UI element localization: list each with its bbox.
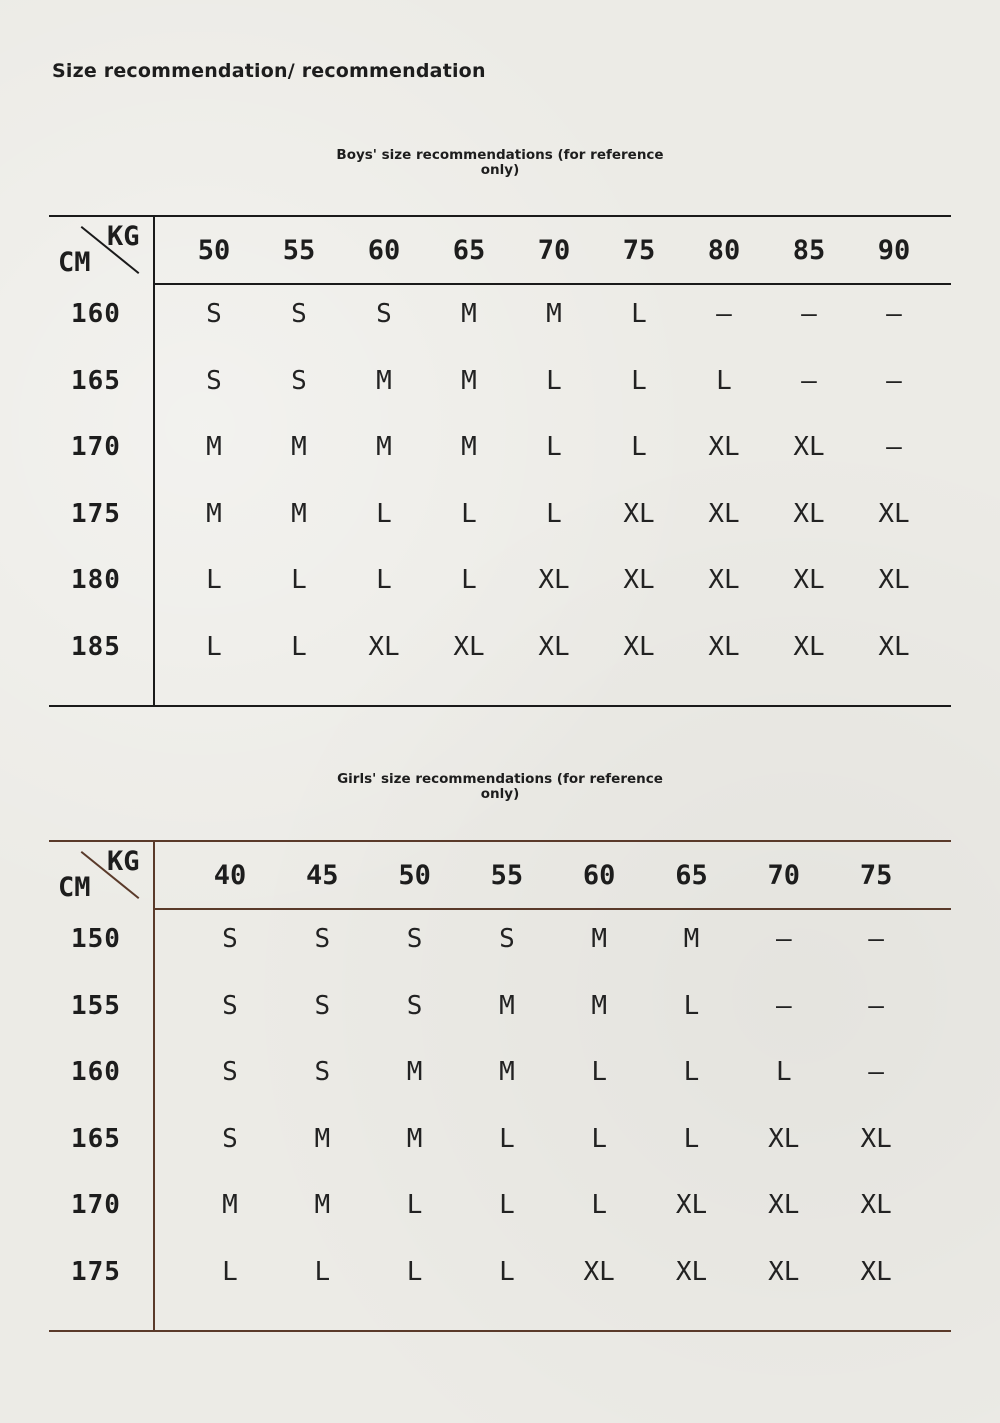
size-cell: XL bbox=[860, 1257, 892, 1287]
weight-header: 50 bbox=[197, 235, 231, 266]
size-cell: L bbox=[683, 1123, 700, 1154]
page-title: Size recommendation/ recommendation bbox=[52, 60, 486, 82]
size-cell: M bbox=[461, 432, 477, 463]
weight-header: 60 bbox=[367, 235, 401, 266]
size-cell: L bbox=[631, 432, 647, 463]
size-cell: — bbox=[886, 432, 902, 463]
size-cell: XL bbox=[538, 632, 570, 662]
weight-header: 65 bbox=[452, 235, 486, 266]
size-cell: M bbox=[314, 1190, 331, 1221]
height-label: 170 bbox=[71, 1190, 121, 1221]
height-label: 165 bbox=[71, 1123, 121, 1154]
girls-size-table bbox=[49, 840, 951, 1332]
weight-header: 45 bbox=[306, 860, 339, 891]
size-cell: M bbox=[376, 432, 392, 463]
size-cell: M bbox=[206, 498, 222, 529]
kg-label: KG bbox=[107, 846, 140, 877]
size-cell: L bbox=[406, 1190, 423, 1221]
size-cell: S bbox=[291, 299, 307, 329]
size-cell: XL bbox=[860, 1190, 892, 1221]
size-cell: XL bbox=[538, 565, 570, 596]
size-cell: M bbox=[222, 1190, 238, 1221]
size-cell: M bbox=[591, 924, 608, 954]
size-cell: XL bbox=[793, 432, 825, 463]
height-label: 160 bbox=[71, 1057, 121, 1088]
size-cell: M bbox=[546, 299, 562, 329]
size-cell: XL bbox=[623, 632, 655, 662]
size-cell: XL bbox=[793, 632, 825, 662]
size-cell: XL bbox=[583, 1257, 615, 1287]
size-cell: M bbox=[206, 432, 222, 463]
weight-header: 80 bbox=[707, 235, 741, 266]
height-label: 175 bbox=[71, 1257, 121, 1287]
size-cell: L bbox=[499, 1123, 515, 1154]
size-cell: XL bbox=[708, 432, 740, 463]
size-cell: S bbox=[314, 1057, 331, 1088]
size-cell: XL bbox=[878, 632, 910, 662]
size-cell: XL bbox=[623, 498, 655, 529]
size-cell: L bbox=[314, 1257, 331, 1287]
size-cell: L bbox=[291, 565, 307, 596]
weight-header: 40 bbox=[213, 860, 247, 891]
size-cell: — bbox=[775, 924, 792, 954]
size-cell: L bbox=[461, 498, 477, 529]
size-cell: L bbox=[499, 1257, 515, 1287]
size-cell: XL bbox=[368, 632, 400, 662]
kg-label: KG bbox=[107, 221, 140, 252]
size-cell: — bbox=[801, 299, 817, 329]
table-corner bbox=[49, 217, 155, 283]
weight-header: 70 bbox=[537, 235, 571, 266]
size-cell: — bbox=[801, 365, 817, 396]
weight-header-row bbox=[153, 842, 951, 910]
size-cell: — bbox=[868, 1057, 884, 1088]
weight-header: 50 bbox=[398, 860, 431, 891]
size-cell: S bbox=[314, 990, 331, 1021]
size-cell: M bbox=[314, 1123, 331, 1154]
size-cell: XL bbox=[878, 565, 910, 596]
size-cell: S bbox=[222, 1057, 238, 1088]
size-cell: L bbox=[376, 565, 392, 596]
height-label: 170 bbox=[71, 432, 121, 463]
size-cell: L bbox=[376, 498, 392, 529]
size-cell: XL bbox=[708, 632, 740, 662]
size-cell: XL bbox=[768, 1257, 800, 1287]
weight-header: 75 bbox=[622, 235, 656, 266]
size-cell: S bbox=[406, 924, 423, 954]
size-cell: L bbox=[546, 498, 562, 529]
size-cell: L bbox=[499, 1190, 515, 1221]
size-cell: — bbox=[886, 299, 902, 329]
size-cell: — bbox=[716, 299, 732, 329]
size-cell: S bbox=[406, 990, 423, 1021]
size-cell: XL bbox=[675, 1257, 708, 1287]
size-cell: S bbox=[206, 299, 222, 329]
size-cell: — bbox=[868, 924, 884, 954]
size-cell: M bbox=[683, 924, 700, 954]
size-cell: S bbox=[499, 924, 515, 954]
size-cell: XL bbox=[708, 565, 740, 596]
size-cell: L bbox=[206, 565, 222, 596]
size-cell: XL bbox=[768, 1123, 800, 1154]
size-cell: L bbox=[716, 365, 732, 396]
size-cell: XL bbox=[793, 498, 825, 529]
height-label: 180 bbox=[71, 565, 121, 596]
size-cell: L bbox=[683, 1057, 700, 1088]
weight-header: 55 bbox=[490, 860, 524, 891]
boys-size-table bbox=[49, 215, 951, 707]
size-cell: L bbox=[406, 1257, 423, 1287]
weight-header: 75 bbox=[859, 860, 893, 891]
size-cell: — bbox=[775, 990, 792, 1021]
size-cell: M bbox=[499, 990, 515, 1021]
height-label: 150 bbox=[71, 924, 121, 954]
size-cell: XL bbox=[675, 1190, 708, 1221]
weight-header: 60 bbox=[582, 860, 616, 891]
size-cell: L bbox=[222, 1257, 238, 1287]
height-label: 155 bbox=[71, 990, 121, 1021]
size-cell: S bbox=[376, 299, 392, 329]
size-cell: L bbox=[206, 632, 222, 662]
size-cell: L bbox=[546, 365, 562, 396]
size-cell: L bbox=[591, 1190, 608, 1221]
boys-caption: Boys' size recommendations (for reference only) bbox=[336, 147, 664, 178]
size-cell: — bbox=[886, 365, 902, 396]
size-cell: XL bbox=[768, 1190, 800, 1221]
height-label: 160 bbox=[71, 299, 121, 329]
height-label: 185 bbox=[71, 632, 121, 662]
girls-caption: Girls' size recommendations (for reference only) bbox=[337, 771, 663, 802]
size-cell: M bbox=[461, 299, 477, 329]
size-cell: XL bbox=[453, 632, 485, 662]
weight-header: 65 bbox=[675, 860, 708, 891]
size-cell: L bbox=[591, 1057, 608, 1088]
size-cell: — bbox=[868, 990, 884, 1021]
size-cell: L bbox=[461, 565, 477, 596]
weight-header: 90 bbox=[877, 235, 911, 266]
size-cell: S bbox=[222, 924, 238, 954]
size-cell: S bbox=[291, 365, 307, 396]
size-cell: S bbox=[222, 1123, 238, 1154]
weight-header: 70 bbox=[767, 860, 801, 891]
size-cell: M bbox=[291, 432, 307, 463]
size-cell: L bbox=[591, 1123, 608, 1154]
size-cell: XL bbox=[623, 565, 655, 596]
weight-header: 55 bbox=[282, 235, 316, 266]
size-cell: S bbox=[222, 990, 238, 1021]
size-cell: XL bbox=[708, 498, 740, 529]
weight-header-row bbox=[153, 217, 951, 285]
size-cell: M bbox=[461, 365, 477, 396]
size-cell: L bbox=[546, 432, 562, 463]
size-cell: S bbox=[314, 924, 331, 954]
height-label: 175 bbox=[71, 498, 121, 529]
size-cell: M bbox=[406, 1057, 423, 1088]
size-cell: L bbox=[775, 1057, 792, 1088]
size-cell: M bbox=[591, 990, 608, 1021]
size-cell: XL bbox=[878, 498, 910, 529]
weight-header: 85 bbox=[792, 235, 826, 266]
size-cell: M bbox=[291, 498, 307, 529]
size-cell: M bbox=[376, 365, 392, 396]
size-cell: XL bbox=[860, 1123, 892, 1154]
size-cell: M bbox=[406, 1123, 423, 1154]
height-label: 165 bbox=[71, 365, 121, 396]
cm-label: CM bbox=[58, 247, 91, 278]
size-cell: L bbox=[683, 990, 700, 1021]
size-cell: M bbox=[499, 1057, 515, 1088]
size-cell: L bbox=[631, 365, 647, 396]
size-cell: L bbox=[291, 632, 307, 662]
size-cell: XL bbox=[793, 565, 825, 596]
size-cell: S bbox=[206, 365, 222, 396]
cm-label: CM bbox=[58, 872, 91, 903]
size-cell: L bbox=[631, 299, 647, 329]
table-corner bbox=[49, 842, 155, 908]
